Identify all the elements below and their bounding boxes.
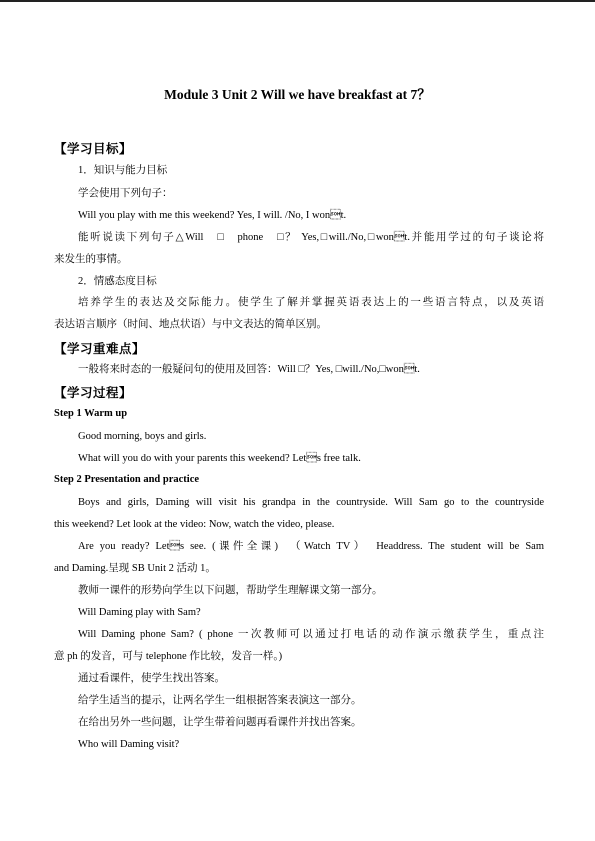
step-2-line-11: 在给出另外一些问题，让学生带着问题再看课件并找出答案。	[78, 717, 362, 728]
section-heading-process: 【学习过程】	[54, 385, 133, 400]
step-2-line-2: this weekend? Let look at the video: Now, watch the video, please.	[54, 519, 335, 530]
goals-line-7: 培养学生的表达及交际能力。使学生了解并掌握英语表达上的一些语言特点，以及英语	[78, 297, 544, 308]
step-1-line-2: What will you do with your parents this weekend? Lets free talk.	[78, 453, 361, 464]
goals-line-6: 2．情感态度目标	[78, 276, 157, 287]
document-title: Module 3 Unit 2 Will we have breakfast at 7？	[164, 87, 431, 102]
step-2-line-8: 意 ph 的发音，可与 telephone 作比较，发音一样。)	[54, 651, 283, 662]
step-2-line-6: Will Daming play with Sam?	[78, 607, 201, 618]
goals-line-2: 学会使用下列句子：	[78, 188, 173, 199]
goals-line-1: 1．知识与能力目标	[78, 165, 168, 176]
step-1-heading: Step 1 Warm up	[54, 408, 128, 419]
step-2-line-9: 通过看课件，使学生找出答案。	[78, 673, 225, 684]
step-2-line-3: Are you ready? Lets see. (课件全课) （Watch TV） Headdress. The student will be Sam	[78, 541, 544, 552]
goals-line-8: 表达语言顺序（时间、地点状语）与中文表达的简单区别。	[54, 319, 327, 330]
step-2-heading: Step 2 Presentation and practice	[54, 474, 200, 485]
goals-line-3: Will you play with me this weekend? Yes, I will. /No, I wont.	[78, 210, 347, 221]
goals-line-5: 来发生的事情。	[54, 254, 128, 265]
step-2-line-5: 教师一课件的形势向学生以下问题，帮助学生理解课文第一部分。	[78, 585, 383, 596]
page-top-border	[0, 0, 595, 2]
goals-line-4: 能听说读下列句子△Will □ phone □？ Yes,□will./No,□wont.并能用学过的句子谈论将	[78, 232, 544, 243]
step-1-line-1: Good morning, boys and girls.	[78, 431, 207, 442]
step-2-line-10: 给学生适当的提示，让两名学生一组根据答案表演这一部分。	[78, 695, 362, 706]
section-heading-key-points: 【学习重难点】	[54, 341, 146, 356]
step-2-line-12: Who will Daming visit?	[78, 739, 180, 750]
section-heading-goals: 【学习目标】	[54, 141, 133, 156]
key-points-line-1: 一般将来时态的一般疑问句的使用及回答：Will □？Yes, □will./No,□wont.	[78, 364, 420, 375]
step-2-line-7: Will Daming phone Sam? ( phone 一次教师可以通过打电话的动作演示缴获学生，重点注	[78, 629, 544, 640]
step-2-line-4: and Daming.呈现 SB Unit 2 活动 1。	[54, 563, 216, 574]
step-2-line-1: Boys and girls, Daming will visit his grandpa in the countryside. Will Sam go to the countryside	[78, 497, 544, 508]
